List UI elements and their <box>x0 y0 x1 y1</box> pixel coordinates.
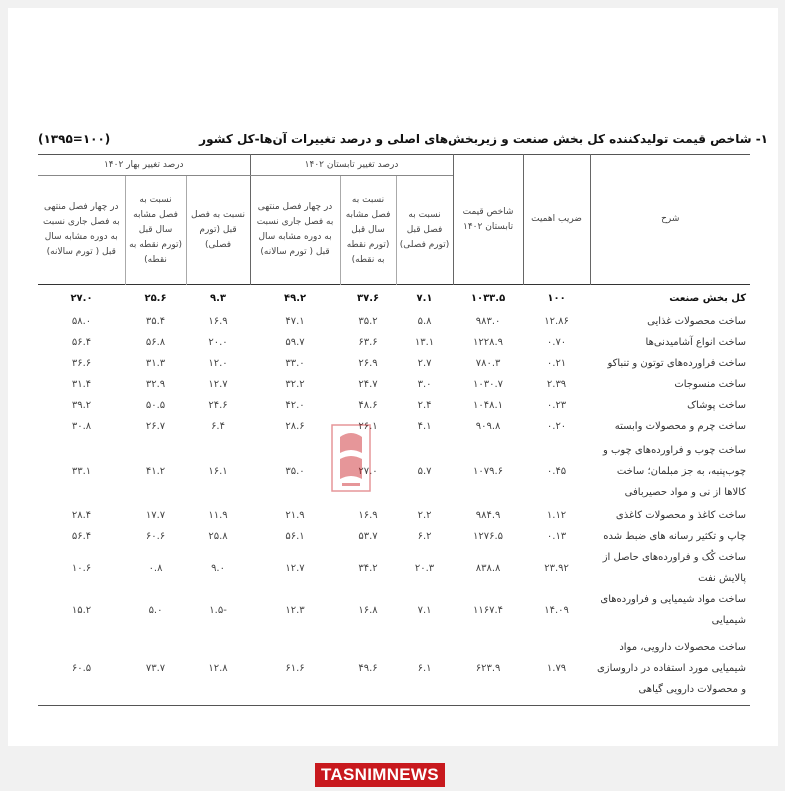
row-summer-quarterly: ۵.۷ <box>417 465 432 477</box>
row-summer-quarterly: ۶.۲ <box>417 531 432 542</box>
row-summer-annual: ۳۳.۰ <box>285 358 305 369</box>
row-spring-quarterly: ۱۲.۰ <box>208 358 228 369</box>
row-summer-quarterly: ۲.۴ <box>417 400 432 411</box>
table-row <box>38 547 750 589</box>
row-spring-annual: ۳۹.۲ <box>71 400 92 411</box>
row-summer-yoy: ۳۵.۲ <box>358 316 378 327</box>
table-row <box>38 526 750 547</box>
row-summer-annual: ۳۵.۰ <box>285 465 305 477</box>
table-row <box>38 332 750 353</box>
table-row <box>38 416 750 437</box>
header-group-spring: درصد تغییر بهار ۱۴۰۲ <box>38 155 250 176</box>
row-name: ساخت چرم و محصولات وابسته <box>614 421 747 432</box>
row-index: ۷۸۰.۳ <box>475 358 501 369</box>
row-spring-annual: ۲۸.۴ <box>71 510 92 521</box>
header-spring-yoy: نسبت به فصل مشابه سال قبل (تورم نقطه به نقطه) <box>125 176 186 285</box>
row-spring-yoy: ۳۱.۳ <box>145 358 166 369</box>
table-row <box>38 589 750 631</box>
row-summer-yoy: ۴۹.۶ <box>340 631 396 706</box>
table-row <box>38 437 750 505</box>
row-summer-yoy: ۱۶.۹ <box>358 510 378 521</box>
row-summer-annual: ۴۹.۲ <box>283 292 307 304</box>
header-spring-quarterly: نسبت به فصل قبل (تورم فصلی) <box>186 176 250 285</box>
base-year-note: (۱۳۹۵=۱۰۰) <box>38 132 111 146</box>
row-spring-annual: ۳۱.۴ <box>71 379 92 390</box>
row-spring-yoy: ۳۵.۴ <box>145 316 166 327</box>
row-weight: ۱۰۰ <box>547 292 566 304</box>
row-summer-annual: ۶۱.۶ <box>250 631 340 706</box>
row-name: چاپ و تکثیر رسانه های ضبط شده <box>603 531 747 542</box>
row-spring-annual: ۳۰.۸ <box>71 421 92 432</box>
row-name: ساخت منسوجات <box>674 379 747 390</box>
row-spring-yoy: ۵۶.۸ <box>145 337 166 348</box>
header-summer-yoy: نسبت به فصل مشابه سال قبل (تورم نقطه به نقطه) <box>340 176 396 285</box>
row-spring-annual: ۱۰.۶ <box>71 562 92 574</box>
row-weight: ۱۲.۸۶ <box>544 316 569 327</box>
row-weight: ۰.۷۰ <box>546 337 567 348</box>
row-weight: ۱.۱۲ <box>546 510 567 521</box>
header-group-summer: درصد تغییر تابستان ۱۴۰۲ <box>250 155 453 176</box>
table-row <box>38 353 750 374</box>
row-spring-quarterly: ۲۴.۶ <box>208 400 228 411</box>
row-summer-quarterly: ۷.۱ <box>416 292 433 304</box>
row-spring-quarterly: ۲۵.۸ <box>208 531 228 542</box>
row-spring-quarterly: ۱۶.۹ <box>208 316 228 327</box>
row-weight: ۱.۷۹ <box>523 631 590 706</box>
row-spring-quarterly: ۱۱.۹ <box>208 510 228 521</box>
row-spring-quarterly: ۱۲.۸ <box>186 631 250 706</box>
row-index: ۹۸۳.۰ <box>475 316 501 327</box>
row-name: ساخت محصولات غذایی <box>647 316 747 327</box>
row-spring-annual: ۶۰.۵ <box>38 631 125 706</box>
header-index: شاخص قیمت تابستان ۱۴۰۲ <box>453 155 523 285</box>
row-spring-quarterly: ۱۶.۱ <box>208 465 228 477</box>
row-spring-annual: ۵۶.۴ <box>71 337 92 348</box>
row-spring-annual: ۱۵.۲ <box>71 604 92 616</box>
row-spring-yoy: ۷۳.۷ <box>125 631 186 706</box>
row-index: ۱۰۳۳.۵ <box>470 292 506 304</box>
row-index: ۱۱۶۷.۴ <box>473 604 504 616</box>
row-spring-annual: ۵۸.۰ <box>71 316 92 327</box>
row-summer-yoy: ۶۳.۶ <box>358 337 378 348</box>
row-spring-annual: ۵۶.۴ <box>71 531 92 542</box>
row-summer-annual: ۴۲.۰ <box>285 400 305 411</box>
row-spring-annual: ۲۷.۰ <box>70 292 93 304</box>
row-spring-quarterly: ۹.۰ <box>211 562 225 574</box>
row-name: ساخت محصولات دارویی، مواد شیمیایی مورد استفاده در داروسازی و محصولات دارویی گیاهی <box>590 631 750 706</box>
ppi-table <box>38 154 750 706</box>
row-name: ساخت مواد شیمیایی و فراورده‌های شیمیایی <box>600 594 747 626</box>
table-row-total <box>38 285 750 312</box>
row-summer-yoy: ۳۴.۲ <box>358 562 378 574</box>
table-row <box>38 631 750 706</box>
row-summer-quarterly: ۶.۱ <box>396 631 453 706</box>
table-title-row <box>38 132 768 146</box>
row-spring-annual: ۳۶.۶ <box>71 358 92 369</box>
row-index: ۱۰۷۹.۶ <box>473 465 504 477</box>
row-name: ساخت پوشاک <box>687 400 747 411</box>
row-index: ۱۲۲۸.۹ <box>473 337 504 348</box>
row-summer-annual: ۱۲.۳ <box>285 604 305 616</box>
header-summer-quarterly: نسبت به فصل قبل (تورم فصلی) <box>396 176 453 285</box>
row-spring-quarterly: ۱۲.۷ <box>208 379 228 390</box>
row-index: ۸۳۸.۸ <box>475 562 501 574</box>
row-summer-annual: ۳۲.۲ <box>285 379 305 390</box>
table-title: ۱- شاخص قیمت تولیدکننده کل بخش صنعت و زیربخش‌های اصلی و درصد تغییرات آن‌ها-کل کشور <box>199 132 768 146</box>
row-weight: ۰.۲۱ <box>546 358 567 369</box>
table-row <box>38 374 750 395</box>
document-page <box>8 8 778 746</box>
row-index: ۱۲۷۶.۵ <box>473 531 504 542</box>
row-spring-quarterly: ۶.۴ <box>211 421 225 432</box>
row-summer-quarterly: ۳.۰ <box>417 379 432 390</box>
row-spring-yoy: ۶۰.۶ <box>145 531 166 542</box>
row-index: ۹۸۴.۹ <box>475 510 501 521</box>
header-name: شرح <box>590 155 750 285</box>
table-row <box>38 395 750 416</box>
row-name: ساخت کُک و فراورده‌های حاصل از پالایش نفت <box>602 552 747 584</box>
row-summer-quarterly: ۲.۷ <box>417 358 432 369</box>
row-summer-annual: ۲۱.۹ <box>285 510 305 521</box>
tasnimnews-logo: TASNIMNEWS <box>315 763 445 787</box>
row-summer-annual: ۴۷.۱ <box>285 316 305 327</box>
table-row <box>38 505 750 526</box>
row-summer-quarterly: ۲.۲ <box>417 510 432 521</box>
tasnim-watermark-icon <box>330 423 372 493</box>
row-spring-yoy: ۳۲.۹ <box>145 379 166 390</box>
row-summer-annual: ۱۲.۷ <box>285 562 305 574</box>
row-summer-annual: ۵۶.۱ <box>285 531 305 542</box>
row-summer-yoy: ۲۷.۰ <box>358 465 378 477</box>
row-weight: ۰.۴۵ <box>546 465 567 477</box>
row-spring-quarterly: ۲۰.۰ <box>208 337 228 348</box>
row-name: ساخت کاغذ و محصولات کاغذی <box>615 510 747 521</box>
row-summer-yoy: ۲۴.۷ <box>358 379 378 390</box>
row-name: کل بخش صنعت <box>669 292 747 304</box>
row-index: ۶۲۳.۹ <box>453 631 523 706</box>
row-name: ساخت انواع آشامیدنی‌ها <box>645 337 747 348</box>
row-index: ۱۰۳۰.۷ <box>473 379 504 390</box>
header-summer-annual: در چهار فصل منتهی به فصل جاری نسبت به دوره مشابه سال قبل ( تورم سالانه) <box>250 176 340 285</box>
row-name: ساخت چوب و فراورده‌های چوب و چوب‌پنبه، به جز مبلمان؛ ساخت کالاها از نی و مواد حصیربافی <box>602 444 747 498</box>
row-summer-yoy: ۲۶.۹ <box>358 358 378 369</box>
row-summer-annual: ۵۹.۷ <box>285 337 305 348</box>
row-spring-yoy: ۵.۰ <box>148 604 163 616</box>
row-name: ساخت فراورده‌های توتون و تنباکو <box>607 358 747 369</box>
row-summer-yoy: ۵۳.۷ <box>358 531 378 542</box>
row-summer-quarterly: ۵.۸ <box>417 316 432 327</box>
row-spring-yoy: ۲۵.۶ <box>144 292 167 304</box>
row-summer-yoy: ۴۸.۶ <box>358 400 378 411</box>
row-weight: ۲.۳۹ <box>546 379 567 390</box>
row-spring-yoy: ۲۶.۷ <box>145 421 166 432</box>
row-summer-quarterly: ۱۳.۱ <box>414 337 435 348</box>
table-row <box>38 311 750 332</box>
row-spring-yoy: ۵۰.۵ <box>145 400 166 411</box>
row-weight: ۰.۱۳ <box>546 531 567 542</box>
row-weight: ۰.۲۰ <box>546 421 567 432</box>
table-wrapper <box>38 154 750 706</box>
row-summer-quarterly: ۴.۱ <box>417 421 432 432</box>
row-weight: ۱۴.۰۹ <box>544 604 569 616</box>
row-summer-yoy: ۳۷.۶ <box>356 292 380 304</box>
row-index: ۱۰۴۸.۱ <box>473 400 504 411</box>
row-spring-annual: ۳۳.۱ <box>71 465 92 477</box>
row-summer-quarterly: ۲۰.۳ <box>414 562 435 574</box>
row-summer-yoy: ۱۶.۸ <box>358 604 378 616</box>
row-spring-yoy: ۰.۸ <box>148 562 163 574</box>
row-summer-annual: ۲۸.۶ <box>285 421 305 432</box>
row-spring-quarterly: ۹.۳ <box>210 292 227 304</box>
header-spring-annual: در چهار فصل منتهی به فصل جاری نسبت به دوره مشابه سال قبل ( تورم سالانه) <box>42 202 120 257</box>
header-weight: ضریب اهمیت <box>523 155 590 285</box>
row-weight: ۲۳.۹۲ <box>544 562 569 574</box>
row-spring-yoy: ۱۷.۷ <box>145 510 166 521</box>
row-spring-yoy: ۴۱.۲ <box>145 465 166 477</box>
row-weight: ۰.۲۳ <box>546 400 567 411</box>
row-index: ۹۰۹.۸ <box>475 421 501 432</box>
row-summer-quarterly: ۷.۱ <box>417 604 432 616</box>
row-summer-yoy: ۲۶.۱ <box>358 421 378 432</box>
row-spring-quarterly: -۱.۵ <box>209 604 227 616</box>
